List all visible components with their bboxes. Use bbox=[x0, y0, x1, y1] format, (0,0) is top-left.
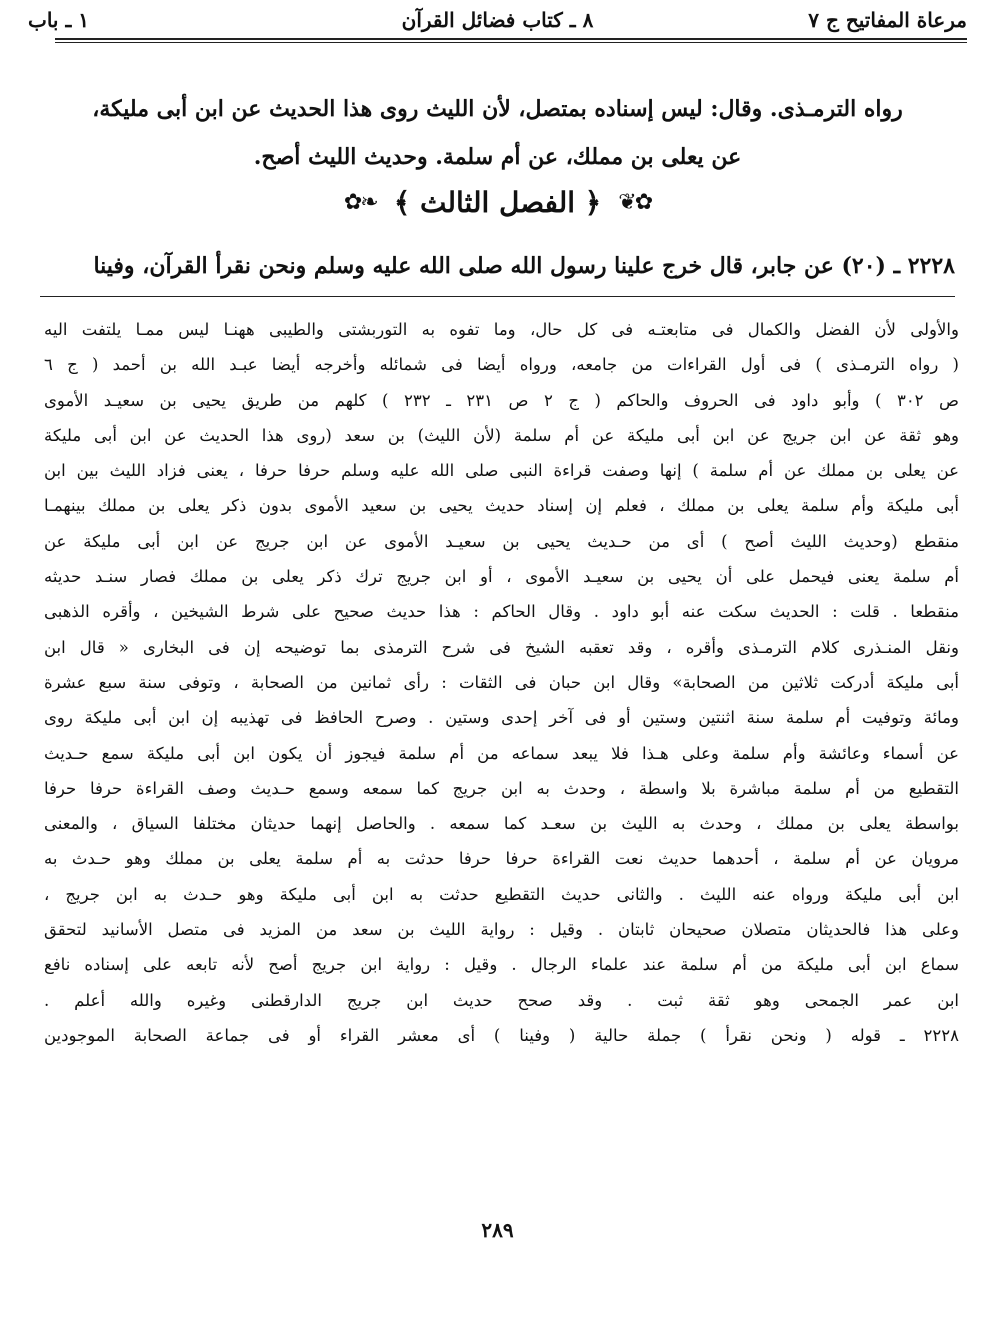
commentary-line: ومائة وتوفيت أم سلمة سنة اثنتين وستين أو فى آخر إحدى وستين . وصرح الحافظ فى تهذيبه إن ابن أبى مليكة روى bbox=[44, 708, 959, 728]
hadith-text: ٢٢٢٨ ـ (٢٠) عن جابر، قال خرج علينا رسول الله صلى الله عليه وسلم ونحن نقرأ القرآن، وفينا bbox=[93, 253, 955, 279]
commentary-line: أبى مليكة وأم سلمة يعلى بن مملك ، فعلم إن إسناد حديث يحيى بن سعيد الأموى بدون ذكر يعلى بن مملك بينهمـا bbox=[44, 496, 959, 516]
commentary-line: ابن عمر الجمحى وهو ثقة ثبت . وقد صحح حديث ابن جريج الدارقطنى وغيره والله أعلم . bbox=[44, 990, 959, 1010]
header-rule-thin bbox=[55, 42, 967, 43]
commentary-line: منقطعا . قلت : الحديث سكت عنه أبو داود . وقال الحاكم : هذا حديث صحيح على شرط الشيخين ، وأقره الذهبى bbox=[44, 602, 959, 622]
ornament-left-icon: ❧✿ bbox=[343, 190, 377, 215]
commentary-line: وعلى هذا فالحديثان متصلان صحيحان ثابتان . وقيل : رواية الليث بن سعد من المزيد فى متصل الأسانيد لتحقق bbox=[44, 920, 959, 940]
ornament-right-icon: ✿❦ bbox=[618, 190, 652, 215]
main-text-line-1: رواه الترمـذى. وقال: ليس إسناده بمتصل، لأن الليث روى هذا الحديث عن ابن أبى مليكة، bbox=[92, 96, 903, 122]
commentary-line: عن يعلى بن مملك عن أم سلمة ) إنها وصفت قراءة النبى صلى الله عليه وسلم حرفا حرفا ، يعنى فزاد الليث بين ابن bbox=[44, 461, 959, 481]
commentary-line: بواسطة يعلى بن مملك ، وحدث به الليث بن سعـد كما سمعه . والحاصل إنهما حديثان مختلفا السياق ، والمعنى bbox=[44, 814, 959, 834]
commentary-line: ونقل المنـذرى كلام الترمـذى وأقره ، وقد تعقبه الشيخ فى شرح الترمذى بما توضيحه إن فى البخارى « قال ابن bbox=[44, 637, 959, 657]
commentary-line: أبى مليكة أدركت ثلاثين من الصحابة» وقال ابن حبان فى الثقات : رأى ثمانين من الصحابة ، وتوفى سنة سبع عشرة bbox=[44, 672, 959, 692]
main-text bbox=[48, 85, 947, 181]
footnote-divider bbox=[40, 296, 955, 297]
commentary-line: عن أسماء وعائشة وأم سلمة وعلى هـذا فلا يبعد سماعه من أم سلمة فيجوز أن يكون ابن أبى مليكة سمع حـديث bbox=[44, 743, 959, 763]
running-header bbox=[28, 6, 967, 38]
commentary-line: وهو ثقة عن ابن جريج عن ابن أبى مليكة عن أم سلمة (لأن الليث) بن سعد (روى هذا الحديث عن ابن أبى مليكة bbox=[44, 425, 959, 445]
commentary-line: ص ٣٠٢ ) وأبو داود فى الحروف والحاكم ( ج ٢ ص ٢٣١ ـ ٢٣٢ ) كلهم من طريق يحيى بن سعيـد الأموى bbox=[44, 390, 959, 410]
commentary-line: ابن أبى مليكة ورواه عنه الليث . والثانى حديث التقطيع حدثت به ابن أبى مليكة وهو حـدث به ابن جريج ، bbox=[44, 884, 959, 904]
commentary-line: والأولى لأن الفضل والكمال فى متابعتـه فى كل حال، وما تفوه به التوربشتى والطيبى ههنـا ليس ممـا يلتفت اليه bbox=[44, 320, 959, 339]
header-book-title: مرعاة المفاتيح ج ٧ bbox=[808, 8, 967, 32]
section-title: ﴿ الفصل الثالث ﴾ bbox=[393, 186, 602, 219]
commentary-line: التقطيع من أم سلمة مباشرة بلا واسطة ، وحدث به ابن جريج كما سمعه وسمع حـديث وصف القراءة حرفا حرفا bbox=[44, 778, 959, 798]
commentary-block bbox=[44, 312, 959, 1053]
header-rule bbox=[55, 38, 967, 40]
commentary-line: أم سلمة يعنى فيحمل على أن يحيى بن سعيـد الأموى ، أو ابن جريج ترك ذكر يعلى بن مملك فصار سنـد حديثه bbox=[44, 567, 959, 587]
main-text-line-2: عن يعلى بن مملك، عن أم سلمة. وحديث الليث أصح. bbox=[253, 144, 742, 170]
commentary-line: منقطع (وحديث الليث أصح ) أى من حـديث يحيى بن سعيـد الأموى عن ابن جريج عن ابن أبى مليكة عن bbox=[44, 531, 959, 551]
section-heading bbox=[0, 186, 995, 234]
commentary-line: ٢٢٢٨ ـ قوله ( ونحن نقرأ ) جملة حالية ( وفينا ) أى معشر القراء أو فى جماعة الصحابة الموجودين bbox=[44, 1025, 959, 1045]
header-chapter-title: ٨ ـ كتاب فضائل القرآن bbox=[401, 8, 594, 32]
commentary-line: ( رواه الترمـذى ) فى أول القراءات من جامعه، ورواه أيضا فى شمائله وأخرجه أيضا عبـد الله بن أحمد ( ج ٦ bbox=[44, 355, 959, 375]
header-section-label: ١ ـ باب bbox=[28, 8, 90, 32]
page-number: ٢٨٩ bbox=[481, 1218, 514, 1242]
commentary-line: سماع ابن أبى مليكة من أم سلمة عند علماء الرجال . وقيل : رواية ابن جريج أصح لأنه تابعه على إسناده نافع bbox=[44, 955, 959, 975]
commentary-line: مرويان عن أم سلمة ، أحدهما حديث نعت القراءة حرفا حرفا حدثت به أم سلمة يعلى بن مملك وهو حـدث به bbox=[44, 849, 959, 869]
